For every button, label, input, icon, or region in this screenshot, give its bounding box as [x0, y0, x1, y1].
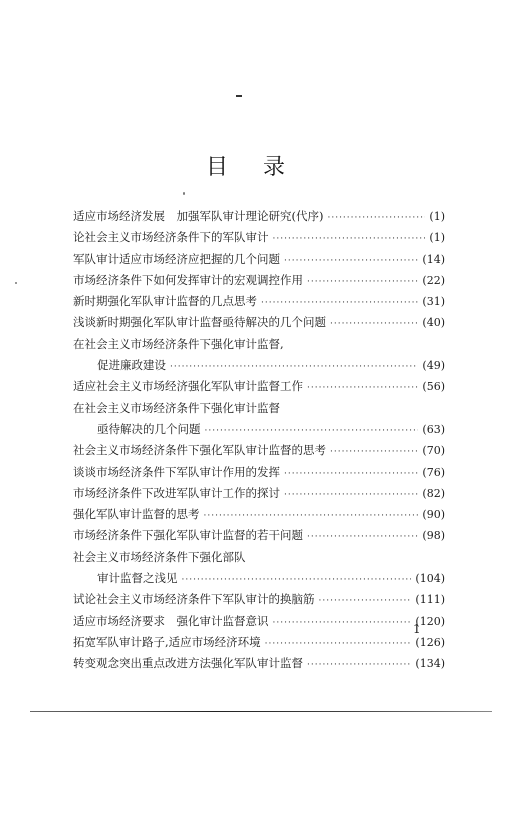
- toc-entry-page: (70): [422, 444, 445, 458]
- toc-dot-leader: [307, 378, 418, 399]
- toc-entry: [73, 398, 445, 419]
- toc-entry-title: 亟待解决的几个问题: [97, 421, 201, 436]
- toc-entry-page: (31): [422, 295, 445, 309]
- toc-dot-leader: [330, 442, 418, 463]
- toc-dot-leader: [273, 613, 412, 634]
- toc-entry: [73, 291, 445, 312]
- toc-entry: [73, 206, 445, 227]
- toc-entry: [73, 547, 445, 568]
- toc-entry-page: (40): [422, 316, 445, 330]
- toc-entry: [73, 270, 445, 291]
- toc-dot-leader: [319, 591, 412, 612]
- toc-entry-title: 适应市场经济发展 加强军队审计理论研究(代序): [73, 209, 324, 223]
- toc-entry-title: 适应社会主义市场经济强化军队审计监督工作: [73, 379, 303, 394]
- toc-entry-title: 社会主义市场经济条件下强化部队: [73, 549, 246, 564]
- toc-entry-page: (98): [422, 529, 445, 543]
- toc-entry-page: (104): [415, 572, 445, 586]
- toc-entry: [73, 653, 445, 674]
- toc-entry: [73, 632, 445, 653]
- toc-entry-title: 审计监督之浅见: [97, 571, 178, 586]
- scan-speck: [183, 192, 185, 195]
- toc-dot-leader: [307, 527, 418, 548]
- toc-entry-title: 拓宽军队审计路子,适应市场经济环境: [73, 634, 261, 649]
- toc-entry: [73, 419, 445, 440]
- toc-dot-leader: [204, 506, 419, 527]
- toc-dot-leader: [284, 251, 418, 272]
- page-number: 1: [413, 622, 421, 636]
- toc-entry-title: 军队审计适应市场经济应把握的几个问题: [73, 251, 280, 266]
- page-title: 目 录: [206, 155, 299, 180]
- scan-speck: [15, 282, 17, 284]
- toc-entry-title: 市场经济条件下强化军队审计监督的若干问题: [73, 528, 303, 543]
- toc-entry: [73, 355, 445, 376]
- toc-entry: [73, 462, 445, 483]
- toc-entry-page: (1): [429, 210, 445, 223]
- toc-dot-leader: [327, 208, 425, 229]
- toc-entry-title: 转变观念突出重点改进方法强化军队审计监督: [73, 656, 303, 671]
- toc-entry-title: 试论社会主义市场经济条件下军队审计的换脑筋: [73, 592, 315, 607]
- toc-entry-title: 在社会主义市场经济条件下强化审计监督,: [73, 336, 284, 351]
- toc-entry-page: (90): [422, 508, 445, 522]
- toc-dot-leader: [205, 421, 419, 442]
- toc-entry-page: (134): [415, 657, 445, 671]
- toc-entry-page: (56): [422, 380, 445, 394]
- toc-entry-page: (14): [422, 252, 445, 266]
- toc-entry-page: (22): [422, 273, 445, 287]
- toc-entry-page: (82): [422, 486, 445, 500]
- toc-entry-page: (49): [422, 359, 445, 373]
- toc-entry-page: (126): [415, 635, 445, 649]
- toc-entry-title: 论社会主义市场经济条件下的军队审计: [73, 230, 269, 245]
- toc-entry: [73, 334, 445, 355]
- toc-entry-title: 谈谈市场经济条件下军队审计作用的发挥: [73, 464, 280, 479]
- toc-entry-title: 新时期强化军队审计监督的几点思考: [73, 294, 257, 309]
- top-mark: [236, 95, 242, 97]
- toc-entry: [73, 249, 445, 270]
- toc-entry-title: 促进廉政建设: [97, 358, 166, 373]
- toc-entry: [73, 376, 445, 397]
- toc-entry: [73, 227, 445, 248]
- toc-entry-title: 市场经济条件下如何发挥审计的宏观调控作用: [73, 272, 303, 287]
- toc-dot-leader: [307, 655, 411, 676]
- toc-entry-page: (120): [415, 614, 445, 628]
- toc-entry: [73, 312, 445, 333]
- toc-entry-title: 适应市场经济要求 强化审计监督意识: [73, 613, 269, 628]
- toc-dot-leader: [182, 570, 412, 591]
- toc-entry: [73, 568, 445, 589]
- toc-entry: [73, 589, 445, 610]
- toc-entry-page: (111): [415, 593, 445, 607]
- toc-dot-leader: [330, 314, 418, 335]
- toc-entry-page: (76): [422, 465, 445, 479]
- toc-entry-page: (63): [422, 422, 445, 436]
- toc-entry-title: 社会主义市场经济条件下强化军队审计监督的思考: [73, 443, 326, 458]
- toc-entry-page: (1): [429, 231, 445, 245]
- toc-entry: [73, 611, 445, 632]
- bottom-rule: [30, 711, 492, 712]
- toc-entry-title: 在社会主义市场经济条件下强化审计监督: [73, 400, 280, 415]
- toc-entry: [73, 525, 445, 546]
- toc-dot-leader: [261, 293, 418, 314]
- toc-entry-title: 强化军队审计监督的思考: [73, 507, 200, 522]
- toc-dot-leader: [265, 634, 412, 655]
- table-of-contents: [73, 206, 445, 675]
- toc-dot-leader: [284, 464, 418, 485]
- toc-dot-leader: [170, 357, 418, 378]
- toc-entry: [73, 483, 445, 504]
- toc-entry-title: 市场经济条件下改进军队审计工作的探讨: [73, 485, 280, 500]
- toc-entry: [73, 440, 445, 461]
- toc-entry-title: 浅谈新时期强化军队审计监督亟待解决的几个问题: [73, 315, 326, 330]
- toc-dot-leader: [284, 485, 418, 506]
- toc-dot-leader: [273, 229, 426, 250]
- toc-dot-leader: [307, 272, 418, 293]
- toc-entry: [73, 504, 445, 525]
